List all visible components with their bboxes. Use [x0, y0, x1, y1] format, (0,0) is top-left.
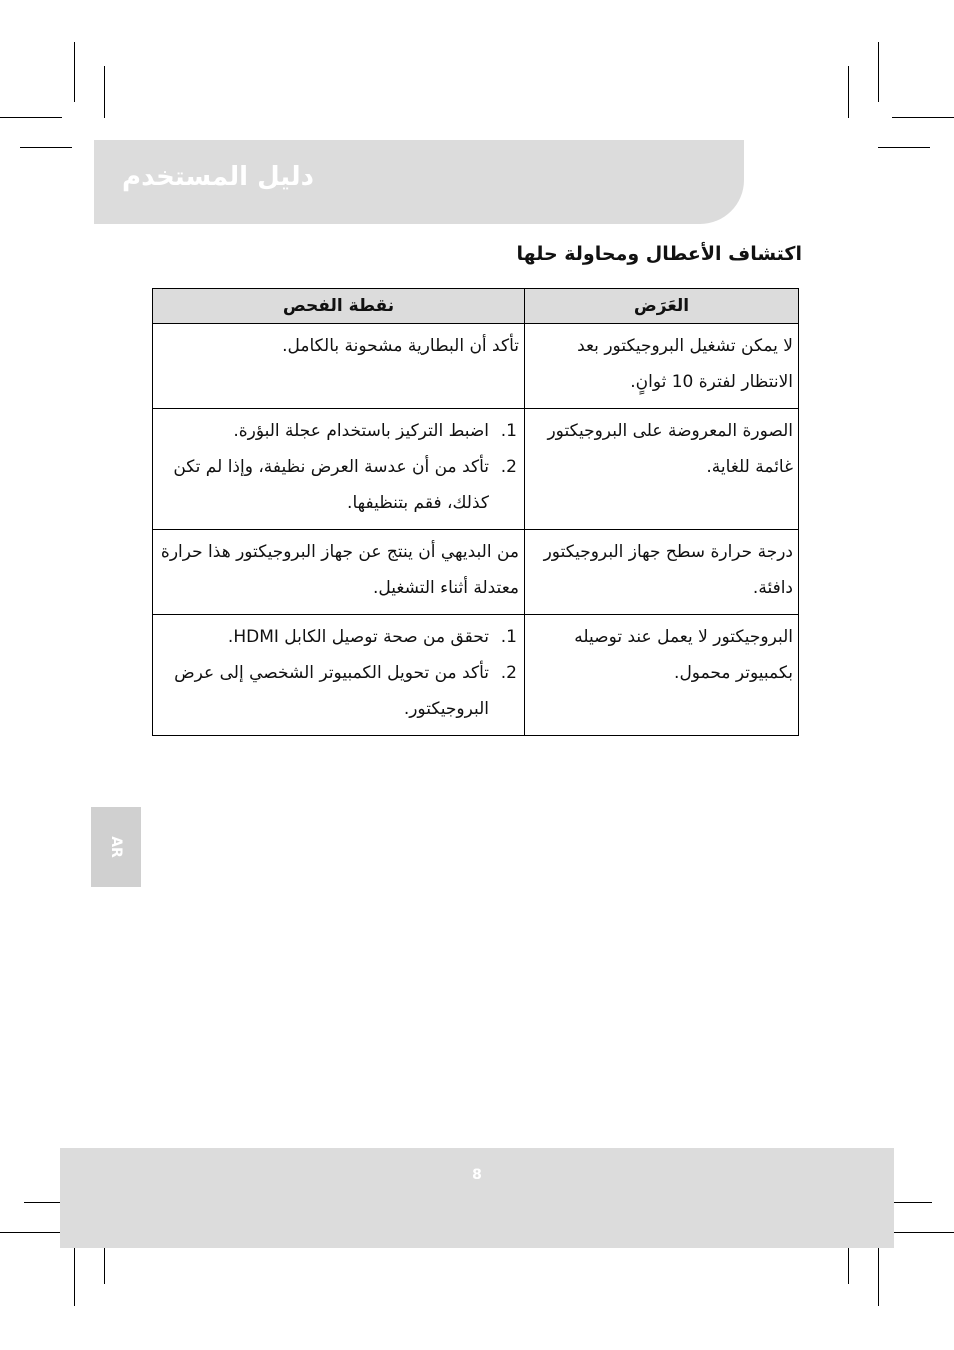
crop-mark [74, 1248, 75, 1306]
step-number: 2. [500, 457, 517, 477]
crop-mark [24, 1202, 60, 1203]
table-row [153, 324, 799, 409]
page-header-title: دليل المستخدم [122, 162, 314, 192]
crop-mark [74, 42, 75, 102]
crop-mark [0, 117, 62, 118]
symptom-cell: درجة حرارة سطح جهاز البروجيكتور دافئة. [525, 530, 799, 615]
crop-mark [878, 147, 930, 148]
crop-mark [104, 1248, 105, 1284]
symptom-cell: البروجيكتور لا يعمل عند توصيله بكمبيوتر محمول. [525, 615, 799, 736]
table-row [153, 409, 799, 530]
header-band [94, 140, 744, 224]
steps-list [158, 413, 519, 521]
step-text: تأكد من أن عدسة العرض نظيفة، وإذا لم تكن كذلك، فقم بتنظيفها. [173, 457, 489, 513]
list-item [158, 619, 519, 655]
check-cell: تأكد أن البطارية مشحونة بالكامل. [153, 324, 525, 409]
table-header-row [153, 289, 799, 324]
symptom-cell: لا يمكن تشغيل البروجيكتور بعد الانتظار لفترة 10 ثوانٍ. [525, 324, 799, 409]
crop-mark [878, 42, 879, 102]
column-header-symptom: العَرَض [525, 289, 799, 324]
crop-mark [848, 1248, 849, 1284]
troubleshooting-table [152, 288, 799, 736]
section-title: اكتشاف الأعطال ومحاولة حلها [516, 243, 802, 265]
crop-mark [892, 117, 954, 118]
crop-mark [894, 1232, 954, 1233]
list-item [158, 449, 519, 521]
crop-mark [104, 66, 105, 118]
crop-mark [20, 147, 72, 148]
check-cell [153, 409, 525, 530]
table-row [153, 530, 799, 615]
crop-mark [894, 1202, 932, 1203]
step-text: تحقق من صحة توصيل الكابل HDMI. [227, 627, 489, 647]
check-cell: من البديهي أن ينتج عن جهاز البروجيكتور هذا حرارة معتدلة أثناء التشغيل. [153, 530, 525, 615]
language-tab [91, 807, 141, 887]
symptom-cell: الصورة المعروضة على البروجيكتور غائمة للغاية. [525, 409, 799, 530]
step-text: تأكد من تحويل الكمبيوتر الشخصي إلى عرض البروجيكتور. [174, 663, 489, 719]
step-number: 1. [500, 421, 517, 441]
page-number: 8 [472, 1167, 482, 1183]
check-cell [153, 615, 525, 736]
steps-list [158, 619, 519, 727]
step-number: 1. [500, 627, 517, 647]
table-row [153, 615, 799, 736]
crop-mark [0, 1232, 60, 1233]
footer-band [60, 1148, 894, 1248]
step-text: اضبط التركيز باستخدام عجلة البؤرة. [233, 421, 489, 441]
language-tab-label: AR [108, 836, 124, 858]
column-header-check: نقطة الفحص [153, 289, 525, 324]
crop-mark [878, 1248, 879, 1306]
list-item [158, 413, 519, 449]
step-number: 2. [500, 663, 517, 683]
crop-mark [848, 66, 849, 118]
list-item [158, 655, 519, 727]
